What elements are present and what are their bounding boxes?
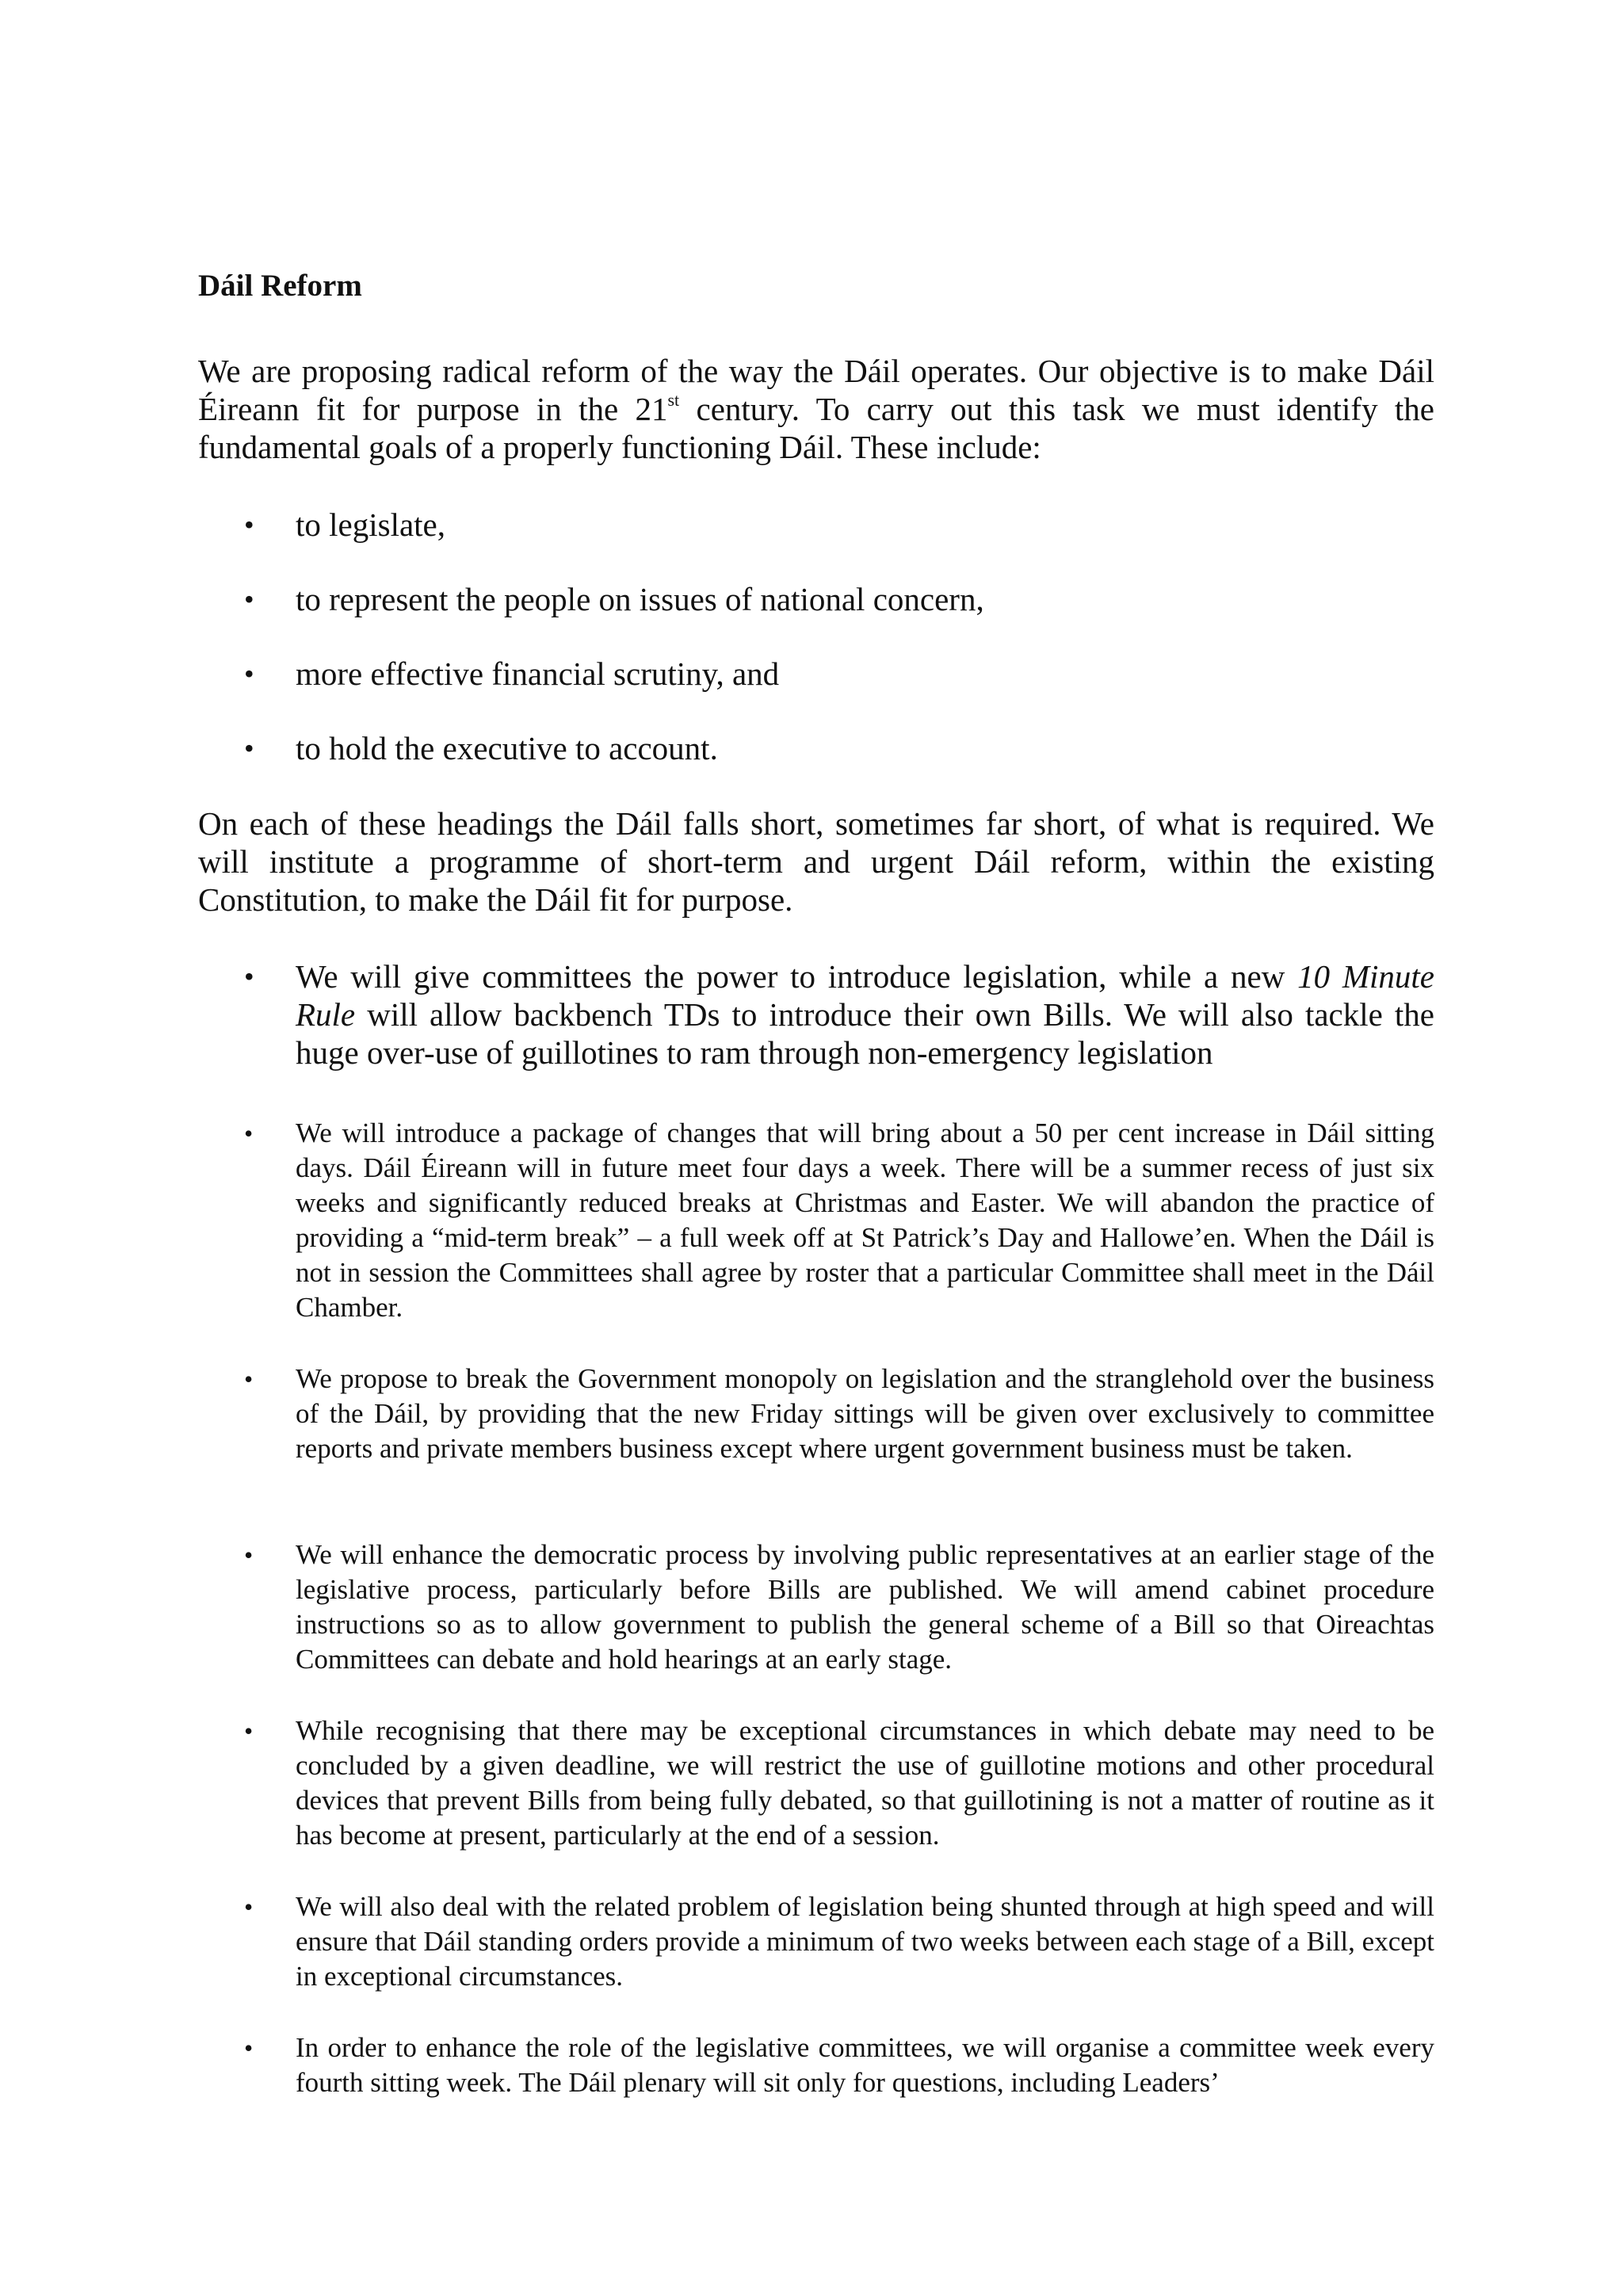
rule-name: 10 Minute Rule (296, 958, 1434, 1033)
goal-list-item (0, 580, 1623, 618)
intro-paragraph (198, 352, 1434, 466)
bullet-icon: • (244, 2034, 254, 2062)
bullet-icon: • (244, 1119, 254, 1148)
intro-text-start: We are proposing radical reform of the way the Dáil operates. Our objective is to make Dáil Éireann fit for purpose in the 21 (198, 353, 1434, 427)
bullet-icon: • (244, 1365, 254, 1393)
goal-text: to represent the people on issues of national concern, (296, 581, 984, 617)
bullet-icon: • (244, 732, 254, 764)
shortfall-paragraph: On each of these headings the Dáil falls short, sometimes far short, of what is required. We will institute a programme of short-term and urgent Dáil reform, within the existing Constitution, to make the Dáil fit for purpose. (198, 805, 1434, 918)
reform-text: We propose to break the Government monopoly on legislation and the stranglehold over the business of the Dáil, by providing that the new Friday sittings will be given over exclusively to committee reports and private members business except where urgent government business must be taken. (296, 1363, 1434, 1464)
goal-text: more effective financial scrutiny, and (296, 655, 780, 692)
goal-text: to hold the executive to account. (296, 730, 718, 766)
goal-list-item (0, 506, 1623, 544)
bullet-icon: • (244, 1541, 254, 1569)
reform-text: We will enhance the democratic process by involving public representatives at an earlier stage of the legislative process, particularly before Bills are published. We will amend cabinet procedure instructions so as to allow government to publish the general scheme of a Bill so that Oireachtas Committees can debate and hold hearings at an early stage. (296, 1539, 1434, 1675)
goal-text: to legislate, (296, 506, 446, 543)
reform-text: In order to enhance the role of the legislative committees, we will organise a committee week every fourth sitting week. The Dáil plenary will sit only for questions, including Leaders’ (296, 2032, 1434, 2098)
bullet-icon: • (244, 1717, 254, 1745)
bullet-icon: • (244, 583, 254, 615)
bullet-icon: • (244, 658, 254, 690)
bullet-icon: • (244, 509, 254, 541)
goal-list-item (0, 655, 1623, 693)
bullet-icon: • (244, 961, 254, 992)
reform-text: We will also deal with the related problem of legislation being shunted through at high speed and will ensure that Dáil standing orders provide a minimum of two weeks between each stage of a Bill, except in exceptional circumstances. (296, 1891, 1434, 1992)
goal-list-item (0, 729, 1623, 767)
reform-text-start: We will give committees the power to introduce legislation, while a new (296, 958, 1298, 995)
reform-text: While recognising that there may be exceptional circumstances in which debate may need to be concluded by a given deadline, we will restrict the use of guillotine motions and other procedural devices that prevent Bills from being fully debated, so that guillotining is not a matter of routine as it has become at present, particularly at the end of a session. (296, 1715, 1434, 1851)
bullet-icon: • (244, 1893, 254, 1921)
intro-text-end: century. To carry out this task we must identify the fundamental goals of a properly functioning Dáil. These include: (198, 391, 1434, 465)
reform-text: We will introduce a package of changes that will bring about a 50 per cent increase in Dáil sitting days. Dáil Éireann will in future meet four days a week. There will be a summer recess of just six weeks and significantly reduced breaks at Christmas and Easter. We will abandon the practice of providing a “mid-term break” – a full week off at St Patrick’s Day and Hallowe’en. When the Dáil is not in session the Committees shall agree by roster that a particular Committee shall meet in the Dáil Chamber. (296, 1117, 1434, 1323)
section-heading: Dáil Reform (198, 269, 362, 303)
reform-text (296, 957, 1434, 1072)
reform-text-end: will allow backbench TDs to introduce their own Bills. We will also tackle the huge over-use of guillotines to ram through non-emergency legislation (296, 996, 1434, 1071)
ordinal-suffix: st (667, 390, 680, 410)
